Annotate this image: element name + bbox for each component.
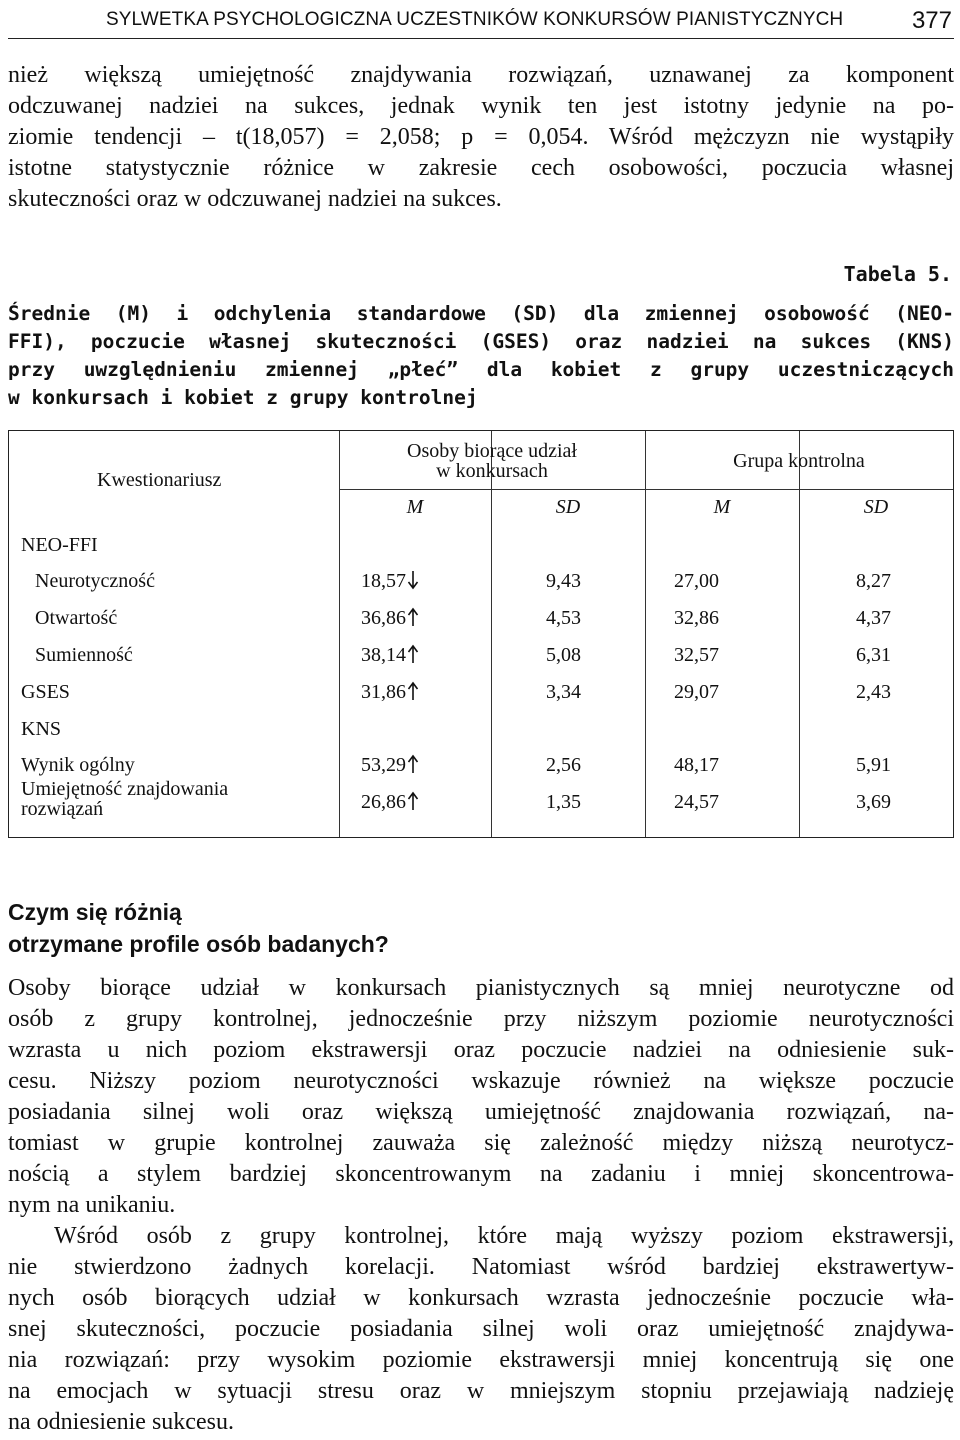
cell-m1 (361, 570, 419, 593)
header-m-contest: M (406, 496, 424, 518)
cell-value: 38,14 (361, 644, 406, 666)
row-label: KNS (21, 718, 62, 740)
body-line: Osoby biorące udział w konkursach pianistycznych są mniej neurotyczne od (8, 975, 954, 1001)
cell-value: 9,43 (546, 570, 581, 592)
column-divider (645, 431, 646, 837)
cell-value: 3,69 (856, 791, 891, 813)
row-label: NEO-FFI (21, 534, 98, 556)
intro-line: odczuwanej nadziei na sukces, jednak wynik ten jest istotny jedynie na po- (8, 93, 954, 119)
intro-line: nież większą umiejętność znajdywania rozwiązań, uznawanej za komponent (8, 62, 954, 88)
cell-value: 5,08 (546, 644, 581, 666)
body-line: posiadania silnej woli oraz większą umiejętność znajdowania rozwiązań, na- (8, 1099, 954, 1125)
cell-m2 (674, 644, 719, 667)
row-label: GSES (21, 681, 70, 703)
cell-m2 (674, 681, 719, 704)
row-label: Neurotyczność (35, 570, 155, 592)
body-line: nością a stylem bardziej skoncentrowanym na zadaniu i mniej skoncentrowa- (8, 1161, 954, 1187)
body-line: Wśród osób z grupy kontrolnej, które mają wyższy poziom ekstrawersji, (54, 1223, 954, 1249)
caption-line: w konkursach i kobiet z grupy kontrolnej (8, 386, 478, 409)
cell-sd2 (856, 644, 891, 667)
cell-value: 26,86 (361, 791, 406, 813)
cell-sd1 (546, 791, 581, 814)
cell-value: 29,07 (674, 681, 719, 703)
cell-sd1 (546, 570, 581, 593)
cell-m1 (361, 754, 419, 777)
arrow-up-icon (407, 607, 419, 627)
arrow-up-icon (407, 791, 419, 811)
cell-sd2 (856, 791, 891, 814)
cell-m2 (674, 607, 719, 630)
cell-m2 (674, 570, 719, 593)
body-line: wzrasta u nich poziom ekstrawersji oraz poczucie nadziei na odniesienie suk- (8, 1037, 954, 1063)
header-divider (339, 489, 953, 490)
arrow-down-icon (407, 570, 419, 590)
running-header (8, 4, 954, 39)
cell-value: 24,57 (674, 791, 719, 813)
section-title-line1: Czym się różnią (8, 899, 182, 925)
cell-value: 1,35 (546, 791, 581, 813)
cell-m2 (674, 754, 719, 777)
cell-value: 4,37 (856, 607, 891, 629)
cell-sd1 (546, 607, 581, 630)
body-line: nie stwierdzono żadnych korelacji. Natomiast wśród bardziej ekstrawertyw- (8, 1254, 954, 1280)
cell-value: 48,17 (674, 754, 719, 776)
cell-value: 2,56 (546, 754, 581, 776)
cell-m1 (361, 644, 419, 667)
body-line: snej skuteczności, poczucie posiadania silnej woli oraz umiejętność znajdywa- (8, 1316, 954, 1342)
arrow-up-icon (407, 681, 419, 701)
intro-line: ziomie tendencji – t(18,057) = 2,058; p = 0,054. Wśród mężczyzn nie wystąpiły (8, 124, 954, 150)
cell-value: 18,57 (361, 570, 406, 592)
cell-value: 5,91 (856, 754, 891, 776)
caption-line: przy uwzględnieniu zmiennej „płeć” dla kobiet z grupy uczestniczących (8, 358, 954, 381)
body-line: tomiast w grupie kontrolnej zauważa się zależność między niższą neurotycz- (8, 1130, 954, 1156)
header-sd-control: SD (863, 496, 889, 518)
intro-line: istotne statystycznie różnice w zakresie cech osobowości, poczucia własnej (8, 155, 954, 181)
body-line: na emocjach w sytuacji stresu oraz w mniejszym stopniu przejawiają nadzieję (8, 1378, 954, 1404)
cell-value: 27,00 (674, 570, 719, 592)
header-group-contest-line1: Osoby biorące udział (407, 440, 577, 462)
header-group-contest-line2: w konkursach (436, 460, 548, 482)
cell-m1 (361, 607, 419, 630)
page-number: 377 (911, 7, 952, 34)
cell-value: 8,27 (856, 570, 891, 592)
header-group-contest (339, 441, 645, 481)
row-label: Sumienność (35, 644, 133, 666)
row-label: Wynik ogólny (21, 754, 135, 776)
cell-m2 (674, 791, 719, 814)
body-line: na odniesienie sukcesu. (8, 1409, 234, 1435)
table-caption (8, 300, 954, 412)
cell-value: 2,43 (856, 681, 891, 703)
cell-value: 32,57 (674, 644, 719, 666)
results-table (8, 430, 954, 838)
cell-value: 3,34 (546, 681, 581, 703)
header-sd-contest: SD (555, 496, 581, 518)
section-title (8, 896, 389, 960)
cell-sd2 (856, 754, 891, 777)
table-number: Tabela 5. (843, 262, 952, 286)
cell-m1 (361, 791, 419, 814)
cell-value: 53,29 (361, 754, 406, 776)
header-m-control: M (713, 496, 731, 518)
body-line: osób z grupy kontrolnej, jednocześnie przy niższym poziomie neurotyczności (8, 1006, 954, 1032)
cell-value: 32,86 (674, 607, 719, 629)
cell-value: 31,86 (361, 681, 406, 703)
body-line: nia rozwiązań: przy wysokim poziomie ekstrawersji mniej koncentrują się one (8, 1347, 954, 1373)
body-line: nych osób biorących udział w konkursach wzrasta jednocześnie poczucie wła- (8, 1285, 954, 1311)
column-divider (339, 431, 340, 837)
section-title-line2: otrzymane profile osób badanych? (8, 931, 389, 957)
cell-value: 4,53 (546, 607, 581, 629)
row-label: Umiejętność znajdowania rozwiązań (21, 778, 229, 820)
cell-sd1 (546, 644, 581, 667)
running-title: SYLWETKA PSYCHOLOGICZNA UCZESTNIKÓW KONKURSÓW PIANISTYCZNYCH (106, 9, 844, 30)
arrow-up-icon (407, 754, 419, 774)
cell-sd2 (856, 681, 891, 704)
cell-sd2 (856, 607, 891, 630)
intro-line: skuteczności oraz w odczuwanej nadziei na sukces. (8, 186, 502, 212)
row-label: Otwartość (35, 607, 118, 629)
caption-line: Średnie (M) i odchylenia standardowe (SD) dla zmiennej osobowość (NEO- (8, 302, 954, 325)
cell-value: 36,86 (361, 607, 406, 629)
cell-sd2 (856, 570, 891, 593)
intro-paragraph (8, 60, 954, 215)
cell-m1 (361, 681, 419, 704)
column-divider (491, 431, 492, 837)
arrow-up-icon (407, 644, 419, 664)
cell-sd1 (546, 754, 581, 777)
header-group-control: Grupa kontrolna (733, 450, 865, 472)
cell-sd1 (546, 681, 581, 704)
header-questionnaire: Kwestionariusz (97, 469, 222, 491)
body-line: nym na unikaniu. (8, 1192, 176, 1218)
body-text (8, 973, 954, 1438)
column-divider (799, 431, 800, 837)
caption-line: FFI), poczucie własnej skuteczności (GSES) oraz nadziei na sukces (KNS) (8, 330, 954, 353)
cell-value: 6,31 (856, 644, 891, 666)
body-line: cesu. Niższy poziom neurotyczności wskazuje również na większe poczucie (8, 1068, 954, 1094)
